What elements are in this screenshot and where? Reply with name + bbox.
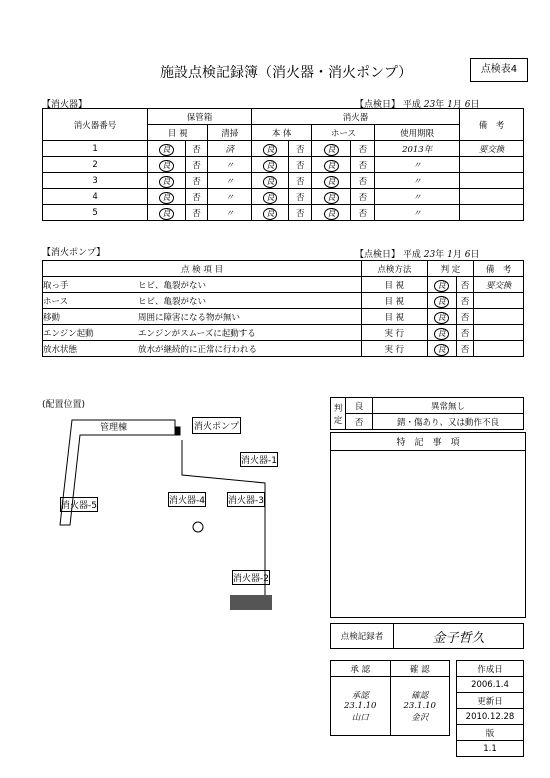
ext-row: 5 良 否 〃 良 否 良 否 〃 [43, 205, 524, 221]
layout-title: (配置位置) [42, 400, 86, 410]
approval-table: 承 認 確 認 承認 23.1.10 山口 確認 23.1.10 金沢 [330, 660, 450, 736]
map-ext2: 消火器-2 [232, 570, 270, 585]
map-ext1: 消火器-1 [240, 452, 278, 467]
ext-row: 2 良 否 〃 良 否 良 否 〃 [43, 157, 524, 173]
pump-date: 【点検日】 平成 23年 1月 6日 [355, 250, 480, 260]
ext-row: 1 良 否 済 良 否 良 否 2013年 要交換 [43, 141, 524, 157]
pump-row: エンジン起動 エンジンがスムーズに起動する 実 行 良 否 [43, 325, 524, 341]
version-table: 作成日 2006.1.4 更新日 2010.12.28 版 1.1 [456, 660, 524, 757]
map-pump: 消火ポンプ [192, 417, 241, 434]
ext-row: 3 良 否 〃 良 否 良 否 〃 [43, 173, 524, 189]
pump-row: 放水状態 放水が継続的に正常に行われる 実 行 良 否 [43, 341, 524, 357]
map-building: 管理棟 [100, 423, 128, 433]
confirm-stamp: 確認 23.1.10 金沢 [403, 691, 436, 723]
pump-table: 点 検 項 目 点検方法 判 定 備 考 取っ手 ヒビ、亀裂がない 目 視 良 否 要交換 ホース ヒビ、亀裂がない 目 視 良 否 移動 周囲に障害になる物が無い 目 視 良 否 エンジン起動 エンジンがスムーズに起動する 実 行 良 否 放水状態 放水が継続的に正常に行われる 実 行 良 否 [42, 260, 524, 357]
notes-box: 特 記 事 項 [330, 432, 526, 618]
ext-section: 【消火器】 [42, 100, 88, 110]
pump-row: 取っ手 ヒビ、亀裂がない 目 視 良 否 要交換 [43, 277, 524, 293]
layout-map [40, 405, 290, 620]
page-title: 施設点検記録簿（消火器・消火ポンプ） [160, 65, 413, 81]
map-ext4: 消火器-4 [168, 492, 206, 507]
pump-section: 【消火ポンプ】 [42, 248, 106, 258]
form-number: 点検表4 [470, 58, 528, 82]
ext-row: 4 良 否 〃 良 否 良 否 〃 [43, 189, 524, 205]
extinguisher-table: 消火器番号 保管箱 消火器 備 考 目 視 清掃 本 体 ホース 使用期限 1 良 否 済 良 否 良 否 2013年 要交換 2 良 否 〃 良 否 良 否 〃 3 良 否 〃 良 否 良 否 〃 4 良 否 〃 良 否 良 否 〃 5 良 否 〃 良 否 良 否 〃 [42, 108, 524, 221]
pump-row: 移動 周囲に障害になる物が無い 目 視 良 否 [43, 309, 524, 325]
legend-table: 判定 良 異常無し 否 錆・傷あり、又は動作不良 [330, 397, 524, 430]
map-ext5: 消火器-5 [60, 497, 98, 512]
pump-row: ホース ヒビ、亀裂がない 目 視 良 否 [43, 293, 524, 309]
map-ext3: 消火器-3 [227, 492, 265, 507]
recorder-table: 点検記録者 金子哲久 [330, 623, 524, 649]
ext-date: 【点検日】 平成 23年 1月 6日 [355, 100, 480, 110]
approve-stamp: 承認 23.1.10 山口 [344, 691, 377, 723]
